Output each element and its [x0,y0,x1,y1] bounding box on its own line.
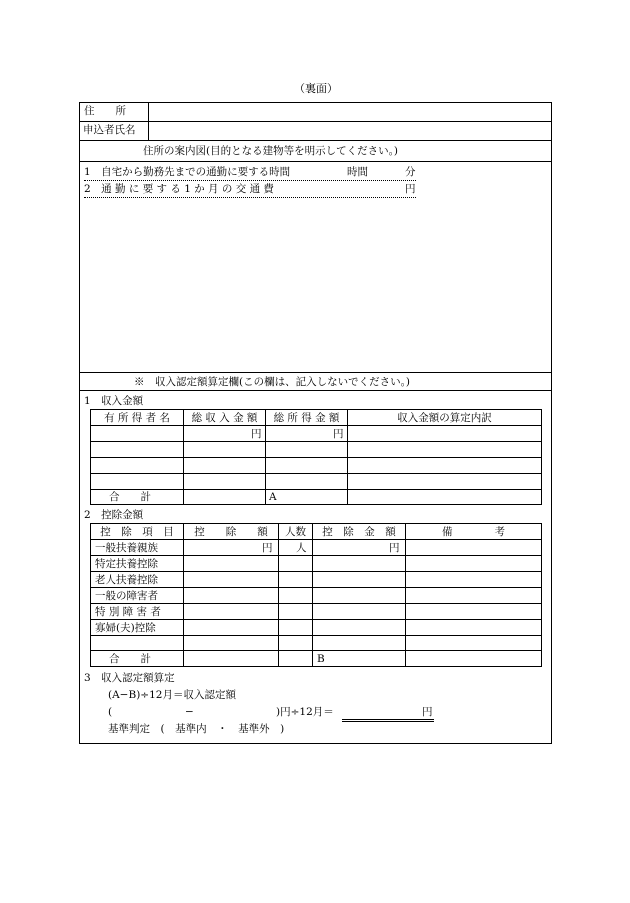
income-header-total-income: 総 所 得 金 額 [273,412,340,424]
applicant-name-label: 申込者氏名 [83,124,136,136]
commute-cost-unit: 円 [405,183,416,195]
income-header-gross: 総 収 入 金 額 [191,412,258,424]
page-title: （裏面） [294,82,338,95]
deduction-row-label: 老人扶養控除 [95,574,158,586]
income-gross-unit: 円 [251,428,262,440]
applicant-name-field[interactable] [150,123,549,139]
income-header-earner: 有 所 得 者 名 [104,412,170,424]
commute-minutes-unit: 分 [405,166,416,178]
deduction-row-label: 一般の障害者 [95,590,158,602]
calc-judgement: 基準判定 ( 基準内 ・ 基準外 ) [108,723,285,735]
deduction-header-count: 人数 [285,526,306,538]
calc-minus: − [185,706,194,718]
income-total-label: 合 計 [109,491,151,503]
commute-cost-label: 2 通 勤 に 要 す る 1 か 月 の 交 通 費 [84,183,274,195]
calc-open-paren: ( [108,706,113,718]
income-total-unit: 円 [333,428,344,440]
calc-yen: 円 [422,706,433,718]
deduction-total-label: 合 計 [109,653,151,665]
deduction-count-unit: 人 [296,542,307,554]
income-section-title: 1 収入金額 [84,395,144,407]
deduction-section-title: 2 控除金額 [84,509,144,521]
deduction-header-amount: 控 除 額 [194,526,268,538]
assessment-title: ※ 収入認定額算定欄(この欄は、記入しないでください。) [134,376,410,388]
deduction-header-notes: 備 考 [442,526,505,538]
address-label: 住 所 [84,105,126,117]
calc-section-title: 3 収入認定額算定 [84,672,175,684]
commute-time-label: 1 自宅から勤務先までの通勤に要する時間 [84,166,291,178]
deduction-total-mark: B [317,653,325,665]
deduction-header-item: 控 除 項 目 [100,526,174,538]
deduction-row-label: 特定扶養控除 [95,558,158,570]
deduction-row-label: 一般扶養親族 [95,542,158,554]
income-header-breakdown: 収入金額の算定内訳 [397,412,492,424]
deduction-row-label: 寡婦(夫)控除 [95,622,156,634]
deduction-total-unit: 円 [389,542,400,554]
deduction-header-total: 控 除 金 額 [322,526,396,538]
calc-result-line [342,719,434,720]
calc-formula: (A−B)÷12月＝収入認定額 [108,689,236,701]
commute-hours-unit: 時間 [347,166,368,178]
map-label: 住所の案内図(目的となる建物等を明示してください。) [143,145,398,157]
deduction-row-label: 特 別 障 害 者 [95,606,161,618]
calc-divide: )円÷12月＝ [276,706,334,718]
deduction-amount-unit: 円 [262,542,273,554]
address-field[interactable] [150,104,549,120]
income-total-mark: A [269,491,277,503]
